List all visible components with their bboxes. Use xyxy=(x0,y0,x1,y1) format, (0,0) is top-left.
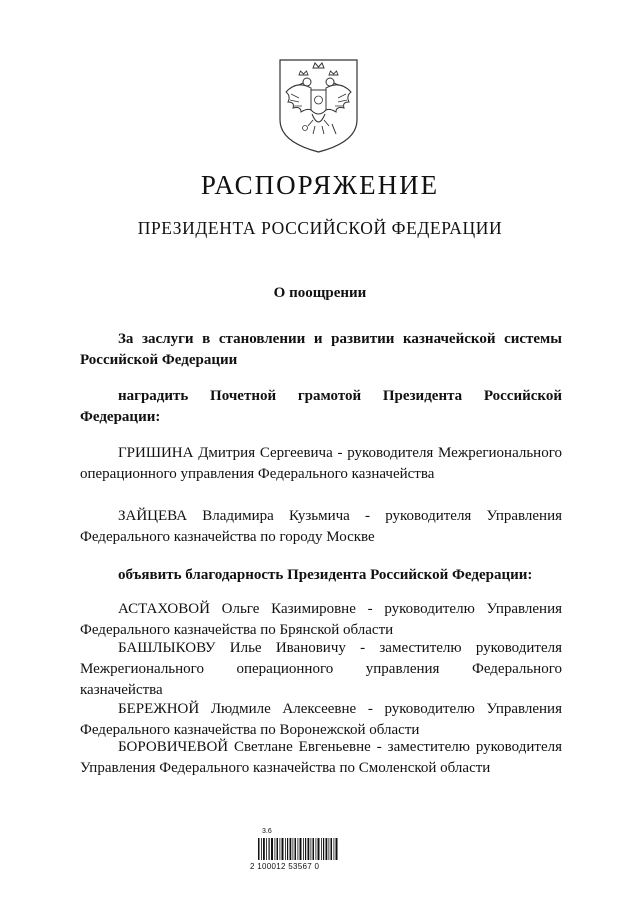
print-mark: 3.6 xyxy=(262,828,272,835)
awardee-item: ЗАЙЦЕВА Владимира Кузьмича - руководителя Управления Федерального казначейства по городу Москве xyxy=(80,508,562,545)
gratitude-item: БЕРЕЖНОЙ Людмиле Алексеевне - руководителю Управления Федерального казначейства по Воронежской области xyxy=(80,701,562,738)
barcode-number: 2 100012 53567 0 xyxy=(250,862,320,871)
gratitude-clause: объявить благодарность Президента Российской Федерации: xyxy=(118,567,533,583)
gratitude-item: АСТАХОВОЙ Ольге Казимировне - руководителю Управления Федерального казначейства по Брянской области xyxy=(80,601,562,638)
award-clause: наградить Почетной грамотой Президента Российской Федерации: xyxy=(80,388,562,425)
gratitude-item: БОРОВИЧЕВОЙ Светлане Евгеньевне - заместителю руководителя Управления Федерального казначейства по Смоленской области xyxy=(80,739,562,776)
document-subtitle: ПРЕЗИДЕНТА РОССИЙСКОЙ ФЕДЕРАЦИИ xyxy=(137,218,503,238)
gratitude-item: БАШЛЫКОВУ Илье Ивановичу - заместителю руководителя Межрегионального операционного управления Федерального казначейства xyxy=(80,640,562,698)
document-heading: О поощрении xyxy=(273,285,367,301)
coat-of-arms-emblem xyxy=(277,58,360,154)
preamble-paragraph: За заслуги в становлении и развитии казначейской системы Российской Федерации xyxy=(80,331,562,368)
awardee-item: ГРИШИНА Дмитрия Сергеевича - руководителя Межрегионального операционного управления Федерального казначейства xyxy=(80,445,562,482)
document-title: РАСПОРЯЖЕНИЕ xyxy=(200,170,440,200)
